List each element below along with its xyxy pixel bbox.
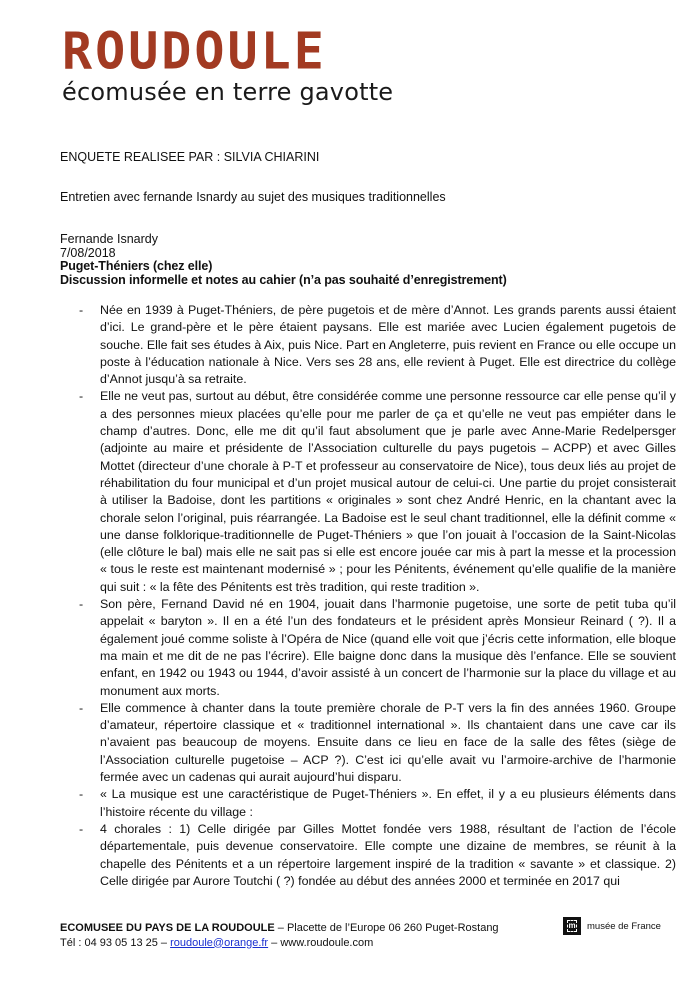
list-item <box>79 302 676 388</box>
footer-email-link[interactable]: roudoule@orange.fr <box>170 936 269 949</box>
paragraph-text: « La musique est une caractéristique de Puget-Théniers ». En effet, il y a eu plusieurs éléments dans l’histoire récente du village : <box>100 787 676 819</box>
bullet-dash: - <box>79 821 84 836</box>
page-footer <box>60 921 499 950</box>
paragraph-text: Elle ne veut pas, surtout au début, être considérée comme une personne ressource car elle pense qu’il y a des personnes mieux placées qu’elle pour me parler de ça et qu’elle ne veut pas empiéter dans le champ d’autres. Donc, elle me dit qu’il faut absolument que je parle avec Anne-Marie Redelpersger (adjointe au maire et présidente de l’Association culturelle du pays pugetois – ACPP) et avec Gilles Mottet (directeur d’une chorale à P-T et professeur au conservatoire de Nice), tous deux liés au projet de réhabilitation du four municipal et d’un projet musical autour de celui-ci. Une partie du projet consisterait à utiliser la Badoise, dont les partitions « originales » sont chez André Henric, en la chantant avec la chorale selon l’original, puis réarrangée. La Badoise est le seul chant traditionnel, elle la définit comme « une danse folklorique-traditionnelle de Puget-Théniers » que l’on jouait à l’occasion de la Saint-Nicolas (elle clôture le bal) mais elle ne sait pas si elle est encore jouée car mis à part la messe et la procession « tous le reste est maintenant modernisé » ; pour les Pénitents, événement qu’elle qualifie de la manière qui suit : « la fête des Pénitents est très tradition, qui reste tradition ». <box>100 389 676 594</box>
bullet-dash: - <box>79 787 84 802</box>
list-item <box>79 388 676 596</box>
bullet-dash: - <box>79 597 84 612</box>
paragraph-text: Son père, Fernand David né en 1904, jouait dans l’harmonie pugetoise, une sorte de petit tuba qu’il appelait « baryton ». Il en a été l’un des fondateurs et le président après Monsieur Reinard ( ?). Il a également joué comme soliste à l’Opéra de Nice (quand elle voit que j’écris cette information, elle bloque ma main et me dit de ne pas l’écrire). Elle baigne donc dans la musique dès l’enfance. Elle se souvient enfant, en 1942 ou 1943 ou 1944, d’avoir assisté à un concert de l’harmonie sur la place du village et au monument aux morts. <box>100 597 676 698</box>
list-item <box>79 596 676 700</box>
footer-address: – Placette de l’Europe 06 260 Puget-Rostang <box>274 922 499 934</box>
bullet-dash: - <box>79 303 84 317</box>
paragraph-text: Elle commence à chanter dans la toute première chorale de P-T vers la fin des années 1960. Groupe d’amateur, répertoire classique et « traditionnel international ». Ils chantaient dans une cave car ils n’avaient pas beaucoup de moyens. Ensuite dans ce lieu en face de la salle des fêtes (siège de l’Association culturelle pugetoise – ACP ?). C’est ici qu’elle avait vu l’armoire-archive de l’harmonie fermée avec un cadenas qui aurait aujourd’hui disparu. <box>100 700 676 785</box>
logo-title: ROUDOULE <box>62 21 327 81</box>
musee-de-france-icon: m <box>563 917 581 935</box>
interview-place: Puget-Théniers (chez elle) <box>60 259 213 273</box>
footer-org-name: ECOMUSEE DU PAYS DE LA ROUDOULE <box>60 922 275 934</box>
list-item <box>79 700 676 786</box>
interview-metadata <box>60 233 507 287</box>
bullet-dash: - <box>79 389 84 404</box>
logo-subtitle: écomusée en terre gavotte <box>62 78 394 106</box>
survey-author-heading: ENQUETE REALISEE PAR : SILVIA CHIARINI <box>60 150 320 164</box>
footer-line-1 <box>60 921 499 936</box>
paragraph-text: 4 chorales : 1) Celle dirigée par Gilles Mottet fondée vers 1988, résultant de l’action de l’école départementale, puis devenue conservatoire. Elle compte une dizaine de membres, se réunit à la chapelle des Pénitents et a un répertoire largement inspiré de la tradition « savante » et classique. 2) Celle dirigée par Aurore Toutchi ( ?) fondée au début des années 2000 et terminée en 2017 qui <box>100 821 676 888</box>
interview-notes-list <box>79 302 676 890</box>
interview-subject-heading: Entretien avec fernande Isnardy au sujet des musiques traditionnelles <box>60 190 446 204</box>
interview-mode: Discussion informelle et notes au cahier (n’a pas souhaité d’enregistrement) <box>60 272 507 287</box>
paragraph-text: Née en 1939 à Puget-Théniers, de père pugetois et de mère d’Annot. Les grands parents aussi étaient d’ici. Le grand-père et le père étaient paysans. Elle est mariée avec Lucien également pugetois de souche. Elle fait ses études à Aix, puis Nice. Part en Angleterre, puis revient en France ou elle occupe un poste à l’éducation nationale à Nice. Vers ses 28 ans, elle revient à Puget. Elle est directrice du collège d’Annot jusqu’à sa retraite. <box>100 303 676 387</box>
interviewee-name: Fernande Isnardy <box>60 232 158 246</box>
roudoule-logo <box>62 21 394 106</box>
musee-de-france-label <box>563 917 661 935</box>
list-item <box>79 786 676 821</box>
footer-line-2 <box>60 936 499 951</box>
footer-website: – www.roudoule.com <box>268 936 374 949</box>
bullet-dash: - <box>79 700 84 715</box>
interview-date: 7/08/2018 <box>60 245 116 260</box>
musee-de-france-text: musée de France <box>587 920 661 932</box>
list-item <box>79 821 676 890</box>
footer-phone: Tél : 04 93 05 13 25 – <box>60 936 171 949</box>
